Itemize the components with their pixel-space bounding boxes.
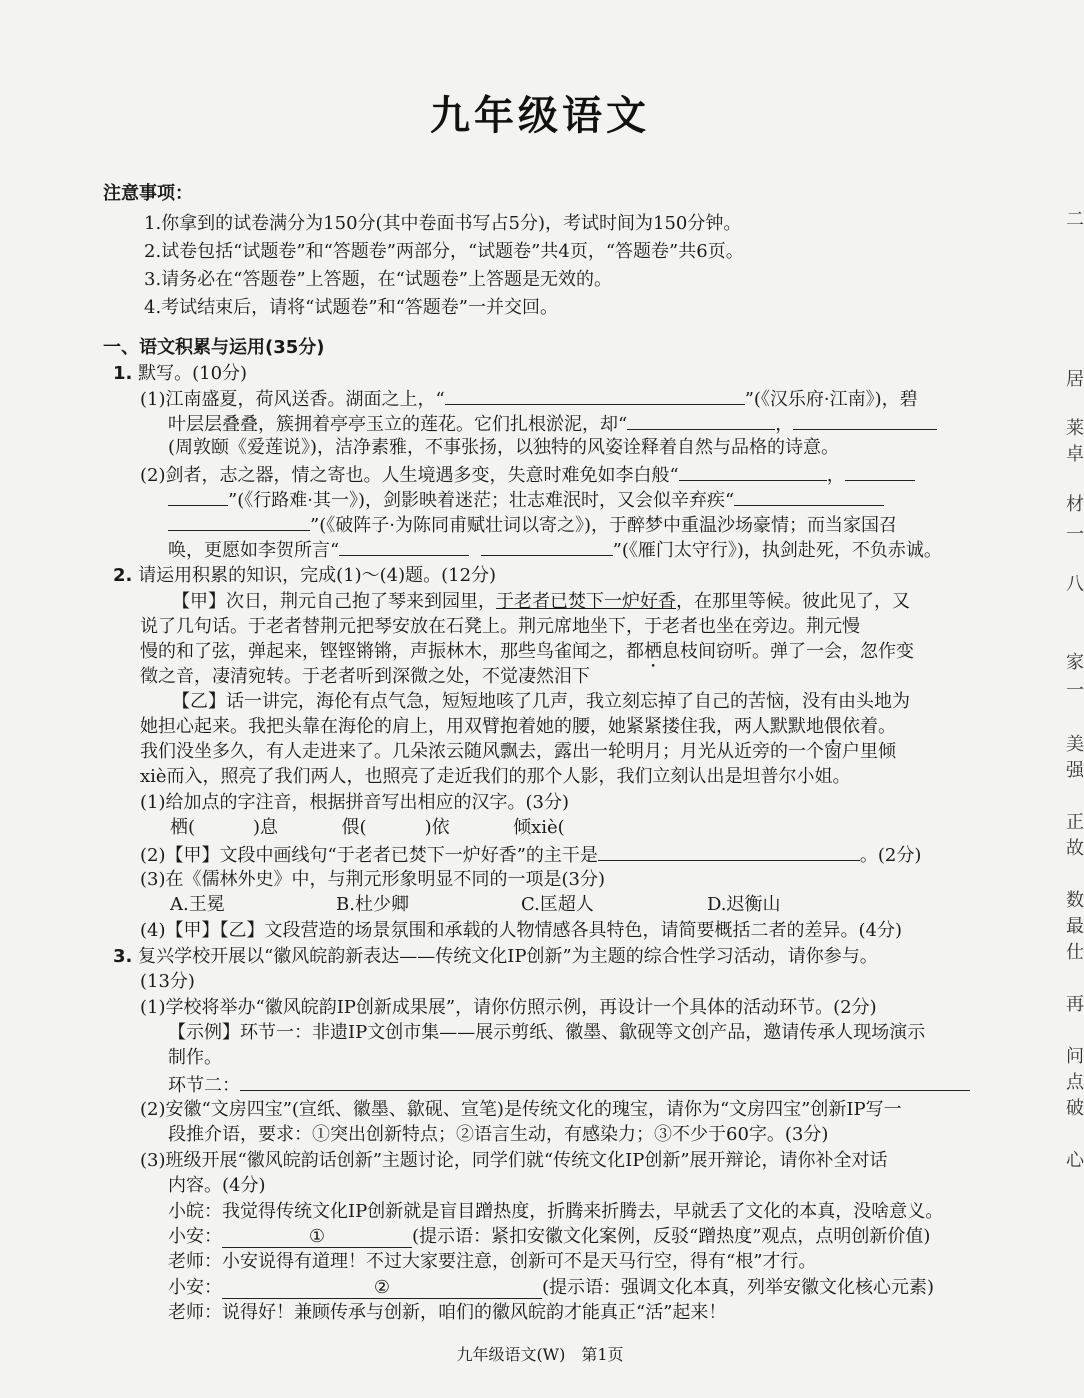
answer-blank (793, 411, 937, 430)
question-number: 3. (113, 946, 133, 967)
notice-item: 2.试卷包括“试题卷”和“答题卷”两部分，“试题卷”共4页，“答题卷”共6页。 (144, 241, 744, 262)
option-d: D.迟衡山 (707, 894, 781, 915)
text: ”(《破阵子·为陈同甫赋壮词以寄之》)，于醉梦中重温沙场豪情；而当家国召 (310, 515, 897, 536)
q1-p1-line3: (周敦颐《爱莲说》)，洁净素雅，不事张扬，以独特的风姿诠释着自然与品格的诗意。 (168, 437, 840, 458)
edge-char: 强 (1066, 760, 1084, 781)
q2-sub1: (1)给加点的字注音，根据拼音写出相应的汉字。(3分) (140, 792, 569, 813)
passage-yi-line4: xiè而入，照亮了我们两人，也照亮了走近我们的那个人影，我们立刻认出是坦普尔小姐。 (140, 766, 851, 787)
q2-sub1-words (170, 816, 565, 840)
q3-sub2-line1: (2)安徽“文房四宝”(宣纸、徽墨、歙砚、宣笔)是传统文化的瑰宝，请你为“文房四宝”创新IP写一 (140, 1099, 902, 1120)
option-b: B.杜少卿 (336, 894, 409, 915)
answer-blank (339, 537, 469, 556)
text: (1)江南盛夏，荷风送香。湖面之上，“ (140, 389, 445, 410)
edge-char: 最 (1066, 916, 1084, 937)
edge-char: 问 (1066, 1046, 1084, 1067)
edge-char: 破 (1066, 1098, 1084, 1119)
passage-yi-line3: 我们没坐多久，有人走进来了。几朵浓云随风飘去，露出一轮明月；月光从近旁的一个窗户里倾 (140, 741, 896, 762)
notice-item: 1.你拿到的试卷满分为150分(其中卷面书写占5分)，考试时间为150分钟。 (144, 213, 742, 234)
dialogue-line: 老师：小安说得有道理！不过大家要注意，创新可不是天马行空，得有“根”才行。 (168, 1251, 817, 1272)
dialogue-line (168, 1276, 934, 1300)
answer-blank (679, 462, 827, 481)
text: (2)【甲】文段中画线句“于老者已焚下一炉好香”的主干是 (140, 845, 598, 866)
q2-sub4: (4)【甲】【乙】文段营造的场景氛围和承载的人物情感各具特色，请简要概括二者的差异。(4分) (140, 920, 902, 941)
answer-blank (598, 842, 860, 861)
text: 慢的和了弦，弹起来，铿铿锵锵，声振林木，那些鸟雀闻之，都 (140, 641, 644, 662)
edge-char: 一 (1066, 680, 1084, 701)
answer-blank (222, 1225, 412, 1248)
q3-sub2-line2: 段推介语，要求：①突出创新特点；②语言生动，有感染力；③不少于60字。(3分) (168, 1124, 829, 1145)
dotted-char: 栖 (644, 641, 662, 662)
answer-blank (168, 512, 310, 531)
text: 依着。 (842, 716, 896, 737)
q1-p1-line1 (140, 386, 918, 412)
text: 她担心起来。我把头靠在海伦的肩上，用双臂抱着她的腰，她紧紧搂住我，两人默默地 (140, 716, 824, 737)
question-stem: 请运用积累的知识，完成(1)～(4)题。(12分) (138, 565, 497, 586)
q1-p2-line1 (140, 462, 915, 488)
text: ， (775, 414, 794, 435)
notice-item: 4.考试结束后，请将“试题卷”和“答题卷”一并交回。 (144, 297, 558, 318)
hint: (提示语：紧扣安徽文化案例，反驳“蹭热度”观点，点明创新价值) (412, 1226, 931, 1247)
hint: (提示语：强调文化本真，列举安徽文化核心元素) (542, 1277, 935, 1298)
dialogue-line: 老师：说得好！兼顾传承与创新，咱们的徽风皖韵才能真正“活”起来！ (168, 1302, 727, 1323)
dotted-char: 偎 (824, 716, 842, 737)
page-title: 九年级语文 (430, 93, 650, 139)
text: ”(《雁门太守行》)，执剑赴死，不负赤诚。 (612, 540, 942, 561)
answer-blank (222, 1276, 542, 1299)
word: 偎( (341, 817, 367, 838)
speaker: 小安： (168, 1226, 222, 1247)
dialogue-line (168, 1225, 930, 1249)
question-number: 2. (113, 565, 133, 586)
edge-char: 数 (1066, 890, 1084, 911)
q3-sub3-line2: 内容。(4分) (168, 1175, 266, 1196)
word: 倾xiè( (513, 817, 565, 838)
passage-jia-line4: 徵之音，凄清宛转。于老者听到深微之处，不觉凄然泪下 (140, 666, 590, 687)
text: 息枝间窃听。弹了一会，忽作变 (662, 641, 914, 662)
text: 叶层层叠叠，簇拥着亭亭玉立的莲花。它们扎根淤泥，却“ (168, 414, 628, 435)
answer-blank (445, 386, 745, 405)
answer-blank (627, 411, 775, 430)
edge-char: 八 (1066, 574, 1084, 595)
answer-blank (481, 537, 613, 556)
blank-marker: ① (308, 1226, 326, 1247)
word: )依 (424, 817, 450, 838)
text: ， (826, 465, 845, 486)
question-3 (113, 945, 878, 969)
edge-char: 家 (1066, 652, 1084, 673)
blank-marker: ② (373, 1277, 391, 1298)
q1-p1-line2 (168, 411, 937, 437)
edge-char: 正 (1066, 812, 1084, 833)
answer-blank (734, 487, 884, 506)
passage-tag: 【甲】 (172, 591, 226, 612)
dialogue-line: 小皖：我觉得传统文化IP创新就是盲目蹭热度，折腾来折腾去，早就丢了文化的本真，没啥意义。 (168, 1201, 944, 1222)
word: 栖( (170, 817, 196, 838)
edge-char: 卓 (1066, 444, 1084, 465)
edge-char: 材 (1066, 494, 1084, 515)
passage-jia-line1 (172, 590, 910, 614)
option-a: A.王冕 (170, 894, 225, 915)
q3-sub1-blank (168, 1072, 970, 1098)
question-2 (113, 564, 496, 588)
section-heading: 一、语文积累与运用(35分) (103, 337, 325, 358)
text: 唤，更愿如李贺所言“ (168, 540, 340, 561)
underlined-sentence: 于老者已焚下一炉好香 (496, 591, 676, 612)
speaker: 小安： (168, 1277, 222, 1298)
edge-char: 仕 (1066, 942, 1084, 963)
notice-heading: 注意事项： (103, 183, 193, 204)
word: )息 (253, 817, 279, 838)
edge-char: 居 (1066, 369, 1084, 390)
answer-blank (168, 487, 228, 506)
edge-char: 莱 (1066, 418, 1084, 439)
edge-char: 再 (1066, 994, 1084, 1015)
q1-p2-line4 (168, 537, 942, 563)
edge-char: 心 (1066, 1150, 1084, 1171)
q3-sub1: (1)学校将举办“徽风皖韵IP创新成果展”，请你仿照示例，再设计一个具体的活动环节。(2分) (140, 997, 877, 1018)
edge-char: 美 (1066, 734, 1084, 755)
text: ，在那里等候。彼此见了，又 (676, 591, 910, 612)
question-stem: 默写。(10分) (138, 363, 248, 384)
text: 话一讲完，海伦有点气急，短短地咳了几声，我立刻忘掉了自己的苦恼，没有由头地为 (226, 691, 910, 712)
edge-char: 点 (1066, 1072, 1084, 1093)
answer-blank (240, 1072, 970, 1091)
edge-char: 故 (1066, 838, 1084, 859)
text: ”(《汉乐府·江南》)，碧 (744, 389, 918, 410)
q3-sub1-example-cont: 制作。 (168, 1047, 222, 1068)
page-footer: 九年级语文(W) 第1页 (456, 1345, 624, 1364)
edge-char: 二 (1066, 209, 1084, 230)
q1-p2-line3 (168, 512, 897, 538)
question-number: 1. (113, 363, 133, 384)
text: 次日，荆元自己抱了琴来到园里， (226, 591, 496, 612)
answer-blank (845, 462, 915, 481)
question-1 (113, 362, 247, 386)
q2-sub3: (3)在《儒林外史》中，与荆元形象明显不同的一项是(3分) (140, 869, 605, 890)
notice-item: 3.请务必在“答题卷”上答题，在“试题卷”上答题是无效的。 (144, 269, 612, 290)
question-stem: 复兴学校开展以“徽风皖韵新表达——传统文化IP创新”为主题的综合性学习活动，请你参与。 (138, 946, 878, 967)
option-c: C.匡超人 (521, 894, 594, 915)
q3-sub3-line1: (3)班级开展“徽风皖韵话创新”主题讨论，同学们就“传统文化IP创新”展开辩论，请你补全对话 (140, 1150, 888, 1171)
edge-char: 一 (1066, 524, 1084, 545)
passage-tag: 【乙】 (172, 691, 226, 712)
text: ”(《行路难·其一》)，剑影映着迷茫；壮志难泯时，又会似辛弃疾“ (228, 490, 735, 511)
passage-jia-line2: 说了几句话。于老者替荆元把琴安放在石凳上。荆元席地坐下，于老者也坐在旁边。荆元慢 (140, 616, 860, 637)
text: 环节二： (168, 1075, 240, 1096)
text: (2)剑者，志之器，情之寄也。人生境遇多变，失意时难免如李白般“ (140, 465, 679, 486)
q3-sub1-example: 【示例】环节一：非遗IP文创市集——展示剪纸、徽墨、歙砚等文创产品，邀请传承人现场演示 (168, 1022, 926, 1043)
q1-p2-line2 (168, 487, 884, 513)
text: 。(2分) (859, 845, 922, 866)
passage-yi-line1 (172, 690, 910, 714)
q2-sub2 (140, 842, 921, 868)
question-3-score: (13分) (140, 971, 195, 992)
